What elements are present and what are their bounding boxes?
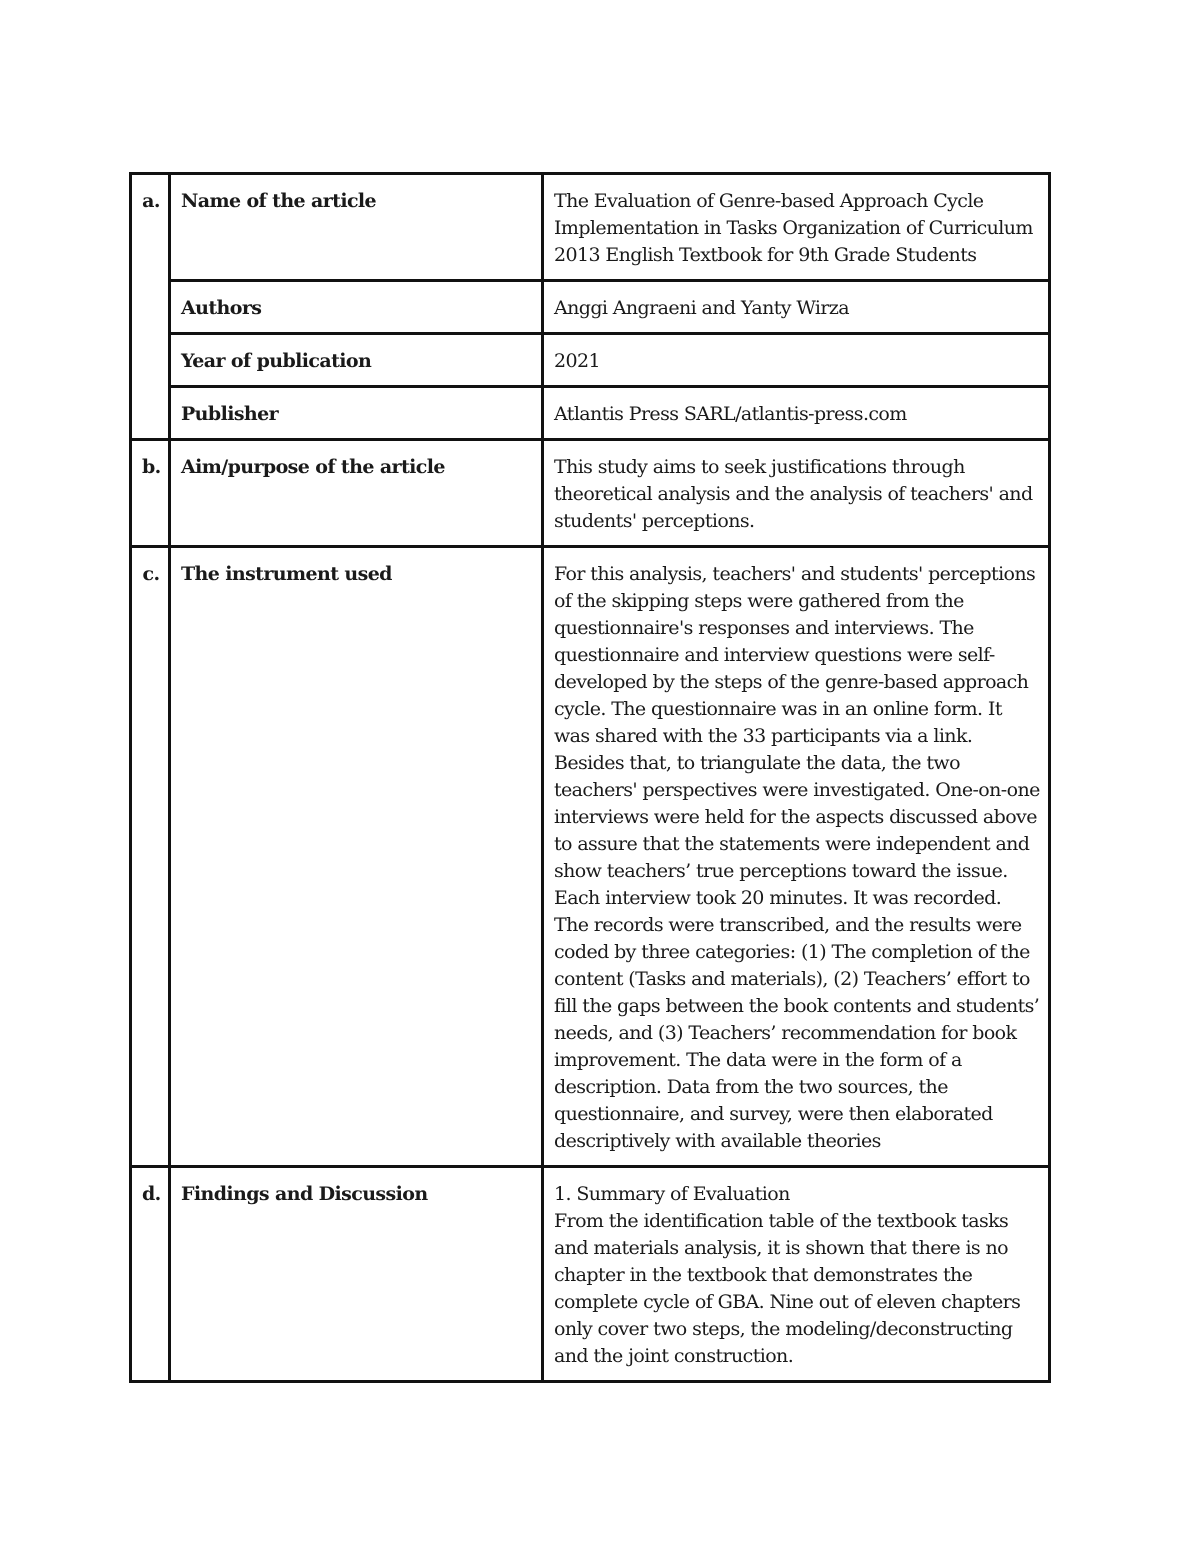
row-year <box>131 334 1050 387</box>
instrument-value: For this analysis, teachers' and students' perceptions of the skipping steps were gathered from the questionnaire's responses and interviews. The questionnaire and interview questions were self-developed by the steps of the genre-based approach cycle. The questionnaire was in an online form. It was shared with the 33 participants via a link. Besides that, to triangulate the data, the two teachers' perspectives were investigated. One-on-one interviews were held for the aspects discussed above to assure that the statements were independent and show teachers’ true perceptions toward the issue. Each interview took 20 minutes. It was recorded. The records were transcribed, and the results were coded by three categories: (1) The completion of the content (Tasks and materials), (2) Teachers’ effort to fill the gaps between the book contents and students’ needs, and (3) Teachers’ recommendation for book improvement. The data were in the form of a description. Data from the two sources, the questionnaire, and survey, were then elaborated descriptively with available theories <box>543 547 1050 1167</box>
article-name-label: Name of the article <box>170 174 543 281</box>
row-findings <box>131 1167 1050 1382</box>
row-letter-a: a. <box>131 174 170 440</box>
article-name-value: The Evaluation of Genre-based Approach Cycle Implementation in Tasks Organization of Curriculum 2013 English Textbook for 9th Grade Students <box>543 174 1050 281</box>
publisher-value: Atlantis Press SARL/atlantis-press.com <box>543 387 1050 440</box>
aim-value: This study aims to seek justifications through theoretical analysis and the analysis of teachers' and students' perceptions. <box>543 440 1050 547</box>
instrument-label: The instrument used <box>170 547 543 1167</box>
year-label: Year of publication <box>170 334 543 387</box>
findings-heading: 1. Summary of Evaluation <box>554 1183 790 1205</box>
row-authors <box>131 281 1050 334</box>
row-letter-b: b. <box>131 440 170 547</box>
article-review-table <box>129 172 1051 1383</box>
row-letter-d: d. <box>131 1167 170 1382</box>
row-publisher <box>131 387 1050 440</box>
year-value: 2021 <box>543 334 1050 387</box>
findings-value: From the identification table of the textbook tasks and materials analysis, it is shown that there is no chapter in the textbook that demonstrates the complete cycle of GBA. Nine out of eleven chapters only cover two steps, the modeling/deconstructing and the joint construction. <box>554 1210 1021 1367</box>
row-instrument <box>131 547 1050 1167</box>
row-aim <box>131 440 1050 547</box>
publisher-label: Publisher <box>170 387 543 440</box>
authors-label: Authors <box>170 281 543 334</box>
aim-label: Aim/purpose of the article <box>170 440 543 547</box>
authors-value: Anggi Angraeni and Yanty Wirza <box>543 281 1050 334</box>
row-article-name <box>131 174 1050 281</box>
row-letter-c: c. <box>131 547 170 1167</box>
findings-cell <box>543 1167 1050 1382</box>
findings-label: Findings and Discussion <box>170 1167 543 1382</box>
